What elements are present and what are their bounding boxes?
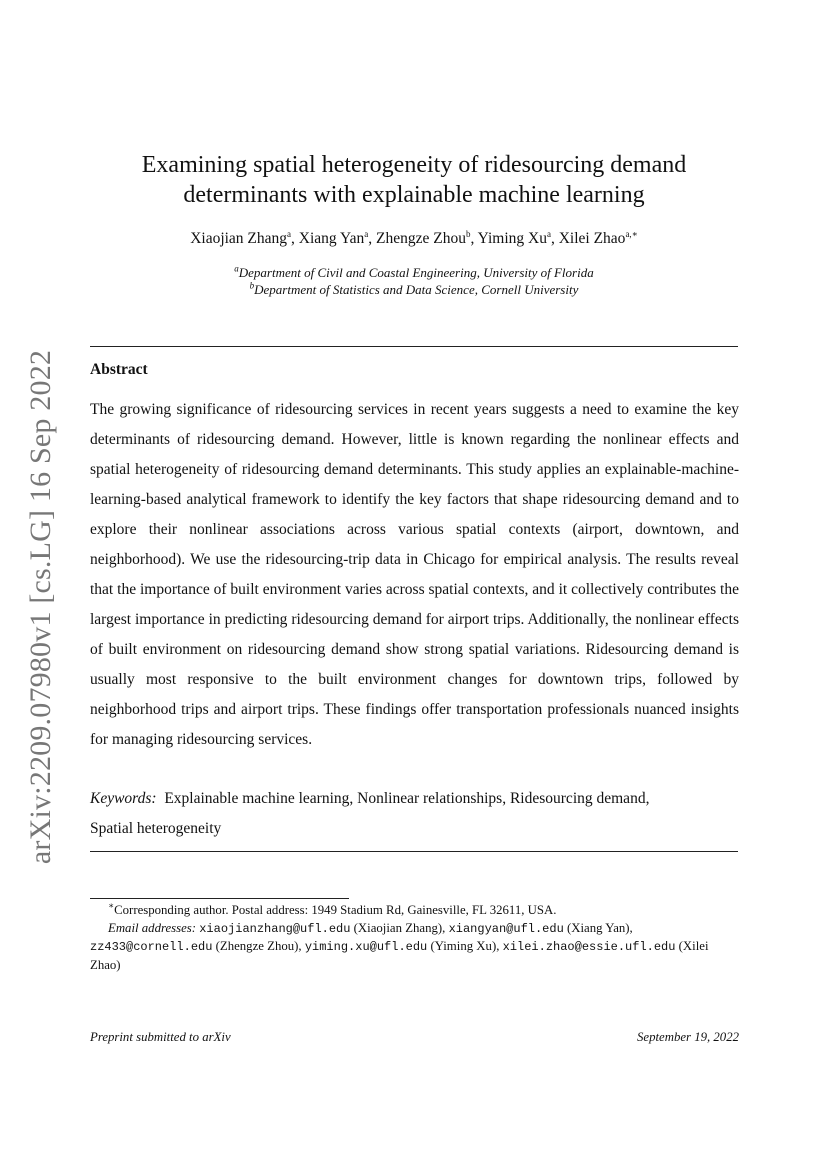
affiliation-mark: b (249, 280, 255, 291)
email-link[interactable]: xiangyan@ufl.edu (448, 921, 564, 936)
title-line-2: determinants with explainable machine learning (183, 182, 645, 208)
author-name: Xiang Yan (298, 230, 365, 247)
affiliation-text: Department of Civil and Coastal Engineering, University of Florida (238, 265, 594, 280)
footnote-corresponding (90, 902, 739, 920)
top-divider (90, 346, 738, 347)
arxiv-side-stamp: arXiv:2209.07980v1 [cs.LG] 16 Sep 2022 (24, 349, 57, 865)
email-owner: (Yiming Xu), (430, 939, 500, 953)
keywords-line-2: Spatial heterogeneity (90, 820, 222, 837)
email-link[interactable]: xilei.zhao@essie.ufl.edu (502, 940, 676, 954)
email-owner: (Xiang Yan), (566, 920, 633, 935)
author-name: Xilei Zhao (558, 230, 626, 247)
email-owner: (Xiaojian Zhang), (353, 920, 446, 935)
author-name: Yiming Xu (477, 230, 547, 247)
keywords-text: Explainable machine learning, Nonlinear relationships, Ridesourcing demand, (164, 790, 650, 807)
keywords-line-1 (90, 790, 739, 808)
author-name: Zhengze Zhou (376, 230, 466, 247)
title-line-1: Examining spatial heterogeneity of ridesourcing demand (141, 152, 687, 178)
affiliation-text: Department of Statistics and Data Science, Cornell University (254, 282, 579, 297)
paper-title (90, 150, 738, 210)
footnote-emails (90, 920, 739, 975)
author-list: Xiaojian Zhang$^a$, Xiang Yan$^a$, Zhengze Zhou$^b$, Yiming Xu$^a$, Xilei Zhao$^{a,∗}$ (190, 228, 638, 247)
email-label: Email addresses: (108, 920, 197, 935)
footnote-divider (90, 898, 349, 899)
email-link[interactable]: zz433@cornell.edu (90, 940, 213, 954)
footnote (90, 902, 739, 974)
author-name: Xiaojian Zhang (190, 230, 288, 247)
submission-date: September 19, 2022 (636, 1030, 739, 1044)
preprint-note: Preprint submitted to arXiv (90, 1030, 231, 1044)
author-mark: a (546, 228, 551, 239)
footnote-mark: ∗ (108, 900, 115, 911)
abstract-heading: Abstract (90, 361, 148, 378)
author-mark: b (465, 228, 471, 239)
affiliation-mark: a (234, 263, 239, 274)
affiliation-item (90, 264, 738, 281)
affiliations (90, 264, 738, 298)
abstract-body: The growing significance of ridesourcing services in recent years suggests a need to examine the key determinants of ridesourcing demand. However, little is known regarding the nonlinear effects and spatial heterogeneity of ridesourcing demand determinants. This study applies an explainable-machine-learning-based analytical framework to identify the key factors that shape ridesourcing demand and to explore their nonlinear associations across various spatial contexts (airport, downtown, and neighborhood). We use the ridesourcing-trip data in Chicago for empirical analysis. The results reveal that the importance of built environment varies across spatial contexts, and it collectively contributes the largest importance in predicting ridesourcing demand for airport trips. Additionally, the nonlinear effects of built environment on ridesourcing demand show strong spatial variations. Ridesourcing demand is usually most responsive to the built environment changes for downtown trips, followed by neighborhood trips and airport trips. These findings offer transportation professionals nuanced insights for managing ridesourcing services. (90, 401, 739, 748)
email-owner: (Xilei Zhao) (90, 939, 709, 972)
author-mark: a (364, 228, 369, 239)
author-mark: a,∗ (625, 228, 638, 239)
keywords-label: Keywords: (90, 790, 157, 807)
email-owner: (Zhengze Zhou), (215, 939, 302, 953)
email-link[interactable]: xiaojianzhang@ufl.edu (199, 921, 351, 936)
bottom-divider (90, 851, 738, 852)
author-mark: a (287, 228, 292, 239)
email-link[interactable]: yiming.xu@ufl.edu (304, 940, 428, 954)
affiliation-item (90, 281, 738, 298)
footnote-corresponding-text: Corresponding author. Postal address: 1949 Stadium Rd, Gainesville, FL 32611, USA. (114, 903, 557, 917)
